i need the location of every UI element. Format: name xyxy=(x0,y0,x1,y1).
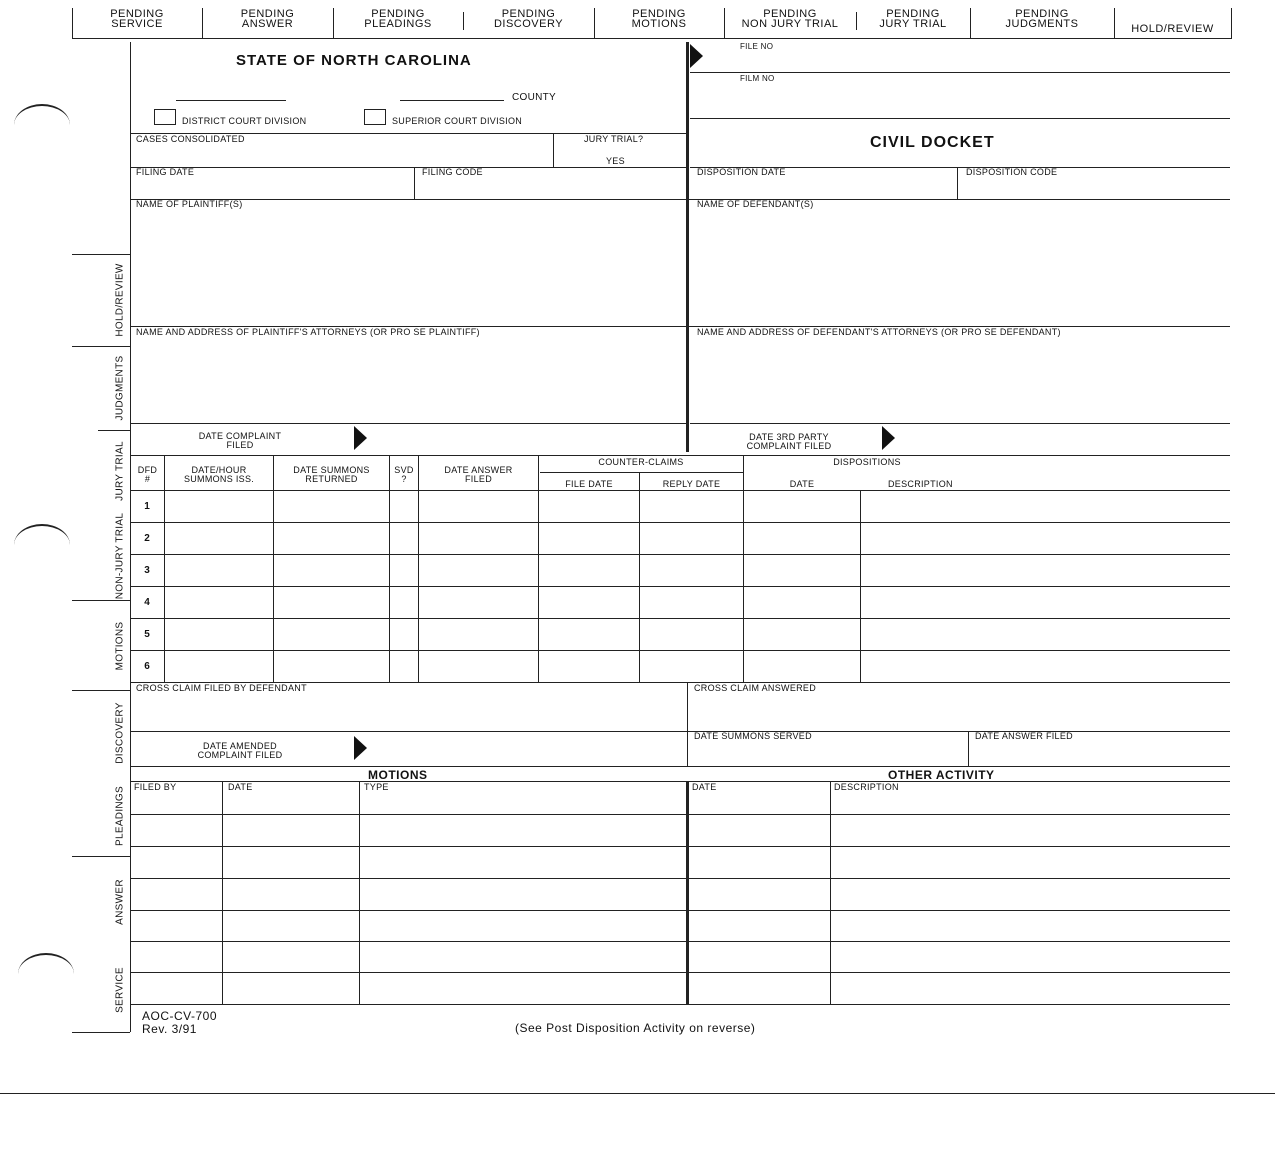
filing-code-label: FILING CODE xyxy=(422,167,483,177)
defendant-attorneys-label: NAME AND ADDRESS OF DEFENDANT'S ATTORNEYS (OR PRO SE DEFENDANT) xyxy=(697,327,1061,337)
complaint-filed-arrow-icon xyxy=(354,426,367,450)
state-title: STATE OF NORTH CAROLINA xyxy=(236,52,472,69)
tab-pending-judgments[interactable]: PENDING JUDGMENTS xyxy=(1005,8,1079,30)
side-tab-service[interactable]: SERVICE xyxy=(114,966,126,1013)
civil-docket-title: CIVIL DOCKET xyxy=(870,134,995,151)
post-disposition-note: (See Post Disposition Activity on reverse) xyxy=(515,1021,756,1035)
form-revision: Rev. 3/91 xyxy=(142,1022,197,1036)
file-no-label: FILE NO xyxy=(740,42,774,51)
district-court-checkbox[interactable] xyxy=(154,109,176,125)
side-tab-jury-trial[interactable]: JURY TRIAL xyxy=(114,441,126,501)
binder-hole-bottom xyxy=(18,953,74,995)
side-tab-judgments[interactable]: JUDGMENTS xyxy=(114,355,126,421)
county-label: COUNTY xyxy=(512,92,557,103)
date-3rd-party-label: DATE 3RD PARTY COMPLAINT FILED xyxy=(746,432,832,451)
date-amended-complaint-label: DATE AMENDED COMPLAINT FILED xyxy=(197,741,283,760)
cross-claim-answered-label: CROSS CLAIM ANSWERED xyxy=(694,683,817,693)
col-cc-file-date: FILE DATE xyxy=(565,479,613,489)
col-svd: SVD ? xyxy=(394,465,414,484)
motions-type-label: TYPE xyxy=(364,782,389,792)
side-tab-motions[interactable]: MOTIONS xyxy=(114,621,126,670)
date-answer-filed-label: DATE ANSWER FILED xyxy=(975,731,1073,741)
file-no-arrow-icon xyxy=(690,44,703,68)
jury-trial-yes-label[interactable]: YES xyxy=(606,156,625,166)
table-row-number: 2 xyxy=(144,533,150,544)
other-activity-title: OTHER ACTIVITY xyxy=(888,768,995,782)
binder-hole-top xyxy=(14,104,70,146)
side-tab-answer[interactable]: ANSWER xyxy=(114,879,126,925)
motions-filed-by-label: FILED BY xyxy=(134,782,177,792)
tab-pending-pleadings[interactable]: PENDING PLEADINGS xyxy=(364,8,432,30)
plaintiffs-label: NAME OF PLAINTIFF(S) xyxy=(136,199,243,209)
side-tab-discovery[interactable]: DISCOVERY xyxy=(114,702,126,764)
table-row-number: 6 xyxy=(144,661,150,672)
date-complaint-filed-label: DATE COMPLAINT FILED xyxy=(198,431,282,450)
plaintiff-attorneys-label: NAME AND ADDRESS OF PLAINTIFF'S ATTORNEYS (OR PRO SE PLAINTIFF) xyxy=(136,327,480,337)
tab-pending-jury-trial[interactable]: PENDING JURY TRIAL xyxy=(879,8,947,30)
col-summons-issued: DATE/HOUR SUMMONS ISS. xyxy=(183,465,255,484)
binder-hole-middle xyxy=(14,524,70,566)
col-disp-date: DATE xyxy=(789,479,815,489)
other-activity-date-label: DATE xyxy=(692,782,717,792)
table-row-number: 3 xyxy=(144,565,150,576)
disposition-code-label: DISPOSITION CODE xyxy=(966,167,1058,177)
tab-pending-non-jury-trial[interactable]: PENDING NON JURY TRIAL xyxy=(741,8,839,30)
col-disp-description: DESCRIPTION xyxy=(888,479,953,489)
side-tab-non-jury-trial[interactable]: NON-JURY TRIAL xyxy=(114,512,126,599)
motions-date-label: DATE xyxy=(228,782,253,792)
tab-pending-service[interactable]: PENDING SERVICE xyxy=(110,8,164,30)
side-tab-hold-review[interactable]: HOLD/REVIEW xyxy=(114,263,126,337)
disposition-date-label: DISPOSITION DATE xyxy=(697,167,786,177)
other-activity-description-label: DESCRIPTION xyxy=(834,782,899,792)
superior-court-checkbox[interactable] xyxy=(364,109,386,125)
filing-date-label: FILING DATE xyxy=(136,167,195,177)
cross-claim-filed-label: CROSS CLAIM FILED BY DEFENDANT xyxy=(136,683,307,693)
table-row-number: 5 xyxy=(144,629,150,640)
motions-title: MOTIONS xyxy=(368,768,428,782)
tab-pending-discovery[interactable]: PENDING DISCOVERY xyxy=(493,8,564,30)
tab-hold-review[interactable]: HOLD/REVIEW xyxy=(1131,23,1214,35)
third-party-arrow-icon xyxy=(882,426,895,450)
table-row-number: 4 xyxy=(144,597,150,608)
tab-pending-answer[interactable]: PENDING ANSWER xyxy=(240,8,295,30)
col-counter-claims: COUNTER-CLAIMS xyxy=(598,457,684,467)
col-answer-filed: DATE ANSWER FILED xyxy=(444,465,513,484)
amended-complaint-arrow-icon xyxy=(354,736,367,760)
defendants-label: NAME OF DEFENDANT(S) xyxy=(697,199,814,209)
col-summons-returned: DATE SUMMONS RETURNED xyxy=(293,465,370,484)
cases-consolidated-label: CASES CONSOLIDATED xyxy=(136,134,245,144)
col-cc-reply-date: REPLY DATE xyxy=(662,479,721,489)
jury-trial-label: JURY TRIAL? xyxy=(584,134,644,144)
form-number: AOC-CV-700 xyxy=(142,1009,218,1023)
col-dispositions: DISPOSITIONS xyxy=(833,457,901,467)
side-tab-pleadings[interactable]: PLEADINGS xyxy=(114,785,126,846)
date-summons-served-label: DATE SUMMONS SERVED xyxy=(694,731,812,741)
superior-court-label: SUPERIOR COURT DIVISION xyxy=(392,116,523,126)
table-row-number: 1 xyxy=(144,501,150,512)
tab-pending-motions[interactable]: PENDING MOTIONS xyxy=(631,8,687,30)
col-dfd: DFD # xyxy=(137,465,158,484)
district-court-label: DISTRICT COURT DIVISION xyxy=(182,116,307,126)
film-no-label: FILM NO xyxy=(740,74,775,83)
